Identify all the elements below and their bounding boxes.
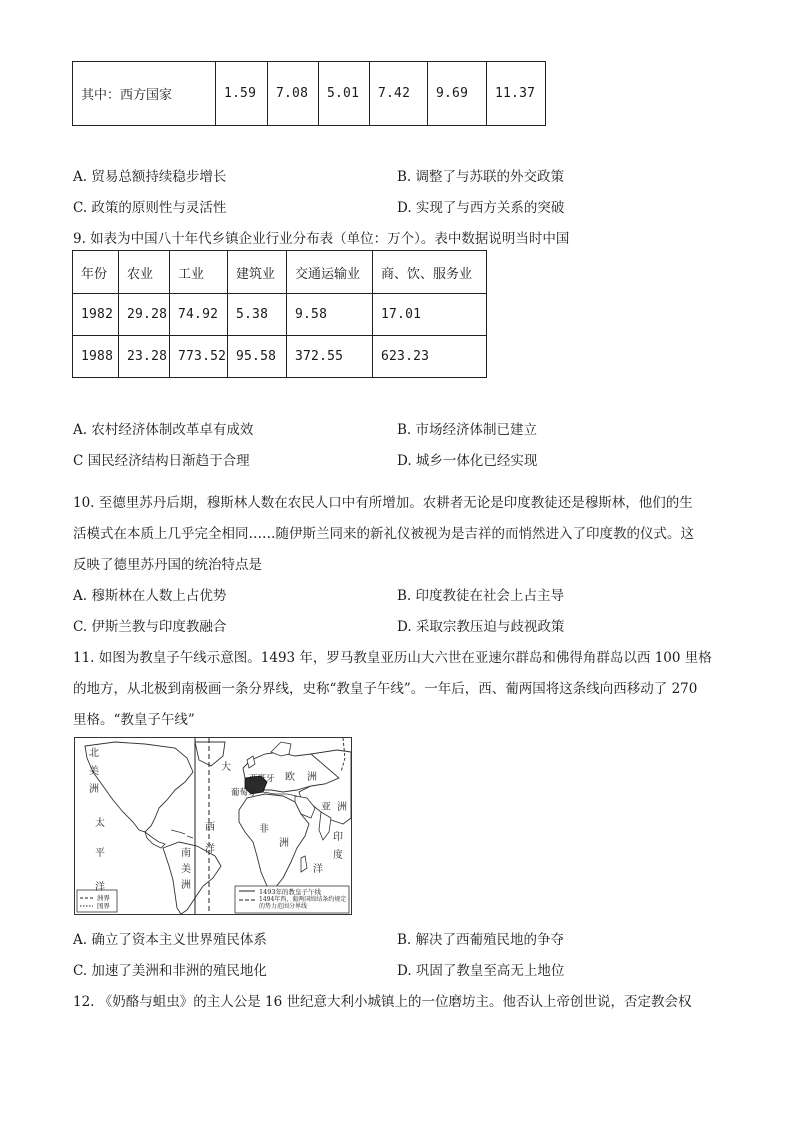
q12-line-1: 12. 《奶酪与蛆虫》的主人公是 16 世纪意大利小城镇上的一位磨坊主。他否认上帝创世说，否定教会权 [73,994,692,1010]
africa-landmass [239,794,309,888]
label-spain: 西班牙 [249,774,275,784]
table-header: 建筑业 [228,251,287,294]
label-asia-1: 亚 [321,802,331,813]
label-north-america-1: 北 [89,748,99,759]
q11-line-2: 的地方，从北极到南极画一条分界线，史称“教皇子午线”。一年后，西、葡两国将这条线向西移动了 270 [73,681,698,697]
table-cell: 1988 [73,336,119,378]
label-asia-2: 洲 [337,802,347,813]
table-cell: 29.28 [119,294,170,336]
label-europe-2: 洲 [307,772,317,783]
legend-border-label: 洲界 [97,894,110,902]
label-indian-1: 印 [333,832,343,843]
q9-stem: 9. 如表为中国八十年代乡镇企业行业分布表（单位：万个）。表中数据说明当时中国 [73,231,570,247]
label-indian-2: 度 [333,850,343,861]
table-row [73,336,487,378]
q11-option-d[interactable]: D. 巩固了教皇至高无上地位 [397,963,565,979]
q11-option-c[interactable]: C. 加速了美洲和非洲的殖民地化 [73,963,267,979]
q10-option-c[interactable]: C. 伊斯兰教与印度教融合 [73,619,227,635]
label-pacific-3: 洋 [95,882,105,893]
q9-option-b[interactable]: B. 市场经济体制已建立 [397,422,538,438]
q8-option-c[interactable]: C. 政策的原则性与灵活性 [73,200,227,216]
table-cell: 1.59 [216,62,268,126]
table-cell: 623.23 [373,336,487,378]
table-cell: 74.92 [170,294,228,336]
legend-country-label: 国界 [97,902,110,910]
table-row [73,62,546,126]
legend-1494-label: 1494年西、葡两国缔结条约规定的势力范围分界线 [259,896,347,910]
legend-1493-label: 1493年的教皇子午线 [259,888,322,896]
table-cell: 11.37 [487,62,546,126]
q10-option-b[interactable]: B. 印度教徒在社会上占主导 [397,588,565,604]
label-south-america-1: 南 [181,848,191,859]
q11-line-3: 里格。“教皇子午线” [73,712,195,728]
label-portugal: 葡萄牙 [231,788,257,798]
label-pacific-1: 太 [95,818,105,829]
table-header: 年份 [73,251,119,294]
q8-option-b[interactable]: B. 调整了与苏联的外交政策 [397,169,565,185]
label-north-america-3: 洲 [89,784,99,795]
table-cell: 7.42 [370,62,428,126]
madagascar [301,856,307,872]
table-row [73,294,487,336]
table-cell: 9.69 [428,62,487,126]
top-table [72,61,546,126]
central-america [145,832,165,848]
label-africa-1: 非 [259,824,269,835]
q11-option-b[interactable]: B. 解决了西葡殖民地的争夺 [397,932,565,948]
table-cell: 5.01 [319,62,370,126]
table-header: 商、饮、服务业 [373,251,487,294]
table-cell: 1982 [73,294,119,336]
table-cell: 95.58 [228,336,287,378]
table-cell: 17.01 [373,294,487,336]
table-cell: 23.28 [119,336,170,378]
q9-option-a[interactable]: A. 农村经济体制改革卓有成效 [73,422,254,438]
papal-meridian-map [74,737,352,915]
table-cell: 5.38 [228,294,287,336]
label-north-america-2: 美 [89,766,99,777]
q9-table [72,250,487,378]
table-cell: 773.52 [170,336,228,378]
label-atlantic-3: 洋 [205,844,215,855]
label-indian-3: 洋 [313,864,323,875]
q8-option-d[interactable]: D. 实现了与西方关系的突破 [397,200,565,216]
label-south-america-3: 洲 [181,880,191,891]
q11-option-a[interactable]: A. 确立了资本主义世界殖民体系 [73,932,267,948]
q10-line-1: 10. 至德里苏丹后期，穆斯林人数在农民人口中有所增加。农耕者无论是印度教徒还是穆斯林，他们的生 [73,495,693,511]
table-cell: 9.58 [287,294,373,336]
table-cell: 其中：西方国家 [73,62,216,126]
label-pacific-2: 平 [95,848,105,859]
table-cell: 372.55 [287,336,373,378]
table-header: 农业 [119,251,170,294]
table-header: 交通运输业 [287,251,373,294]
table-cell: 7.08 [268,62,319,126]
q10-option-d[interactable]: D. 采取宗教压迫与歧视政策 [397,619,565,635]
q10-line-3: 反映了德里苏丹国的统治特点是 [73,557,262,573]
q10-option-a[interactable]: A. 穆斯林在人数上占优势 [73,588,227,604]
q9-option-c[interactable]: C 国民经济结构日渐趋于合理 [73,453,250,469]
label-europe-1: 欧 [285,772,295,783]
caribbean-islands [171,830,193,838]
q8-option-a[interactable]: A. 贸易总额持续稳步增长 [73,169,227,185]
q10-line-2: 活模式在本质上几乎完全相同……随伊斯兰同来的新礼仪被视为是吉祥的而悄然进入了印度教的仪式。这 [73,526,694,542]
label-atlantic-2: 西 [205,822,215,833]
label-atlantic-1: 大 [221,762,231,773]
q9-option-d[interactable]: D. 城乡一体化已经实现 [397,453,538,469]
q11-line-1: 11. 如图为教皇子午线示意图。1493 年，罗马教皇亚历山大六世在亚速尔群岛和佛得角群岛以西 100 里格 [73,650,712,666]
label-south-america-2: 美 [181,864,191,875]
table-header: 工业 [170,251,228,294]
table-header-row [73,251,487,294]
label-africa-2: 洲 [279,838,289,849]
